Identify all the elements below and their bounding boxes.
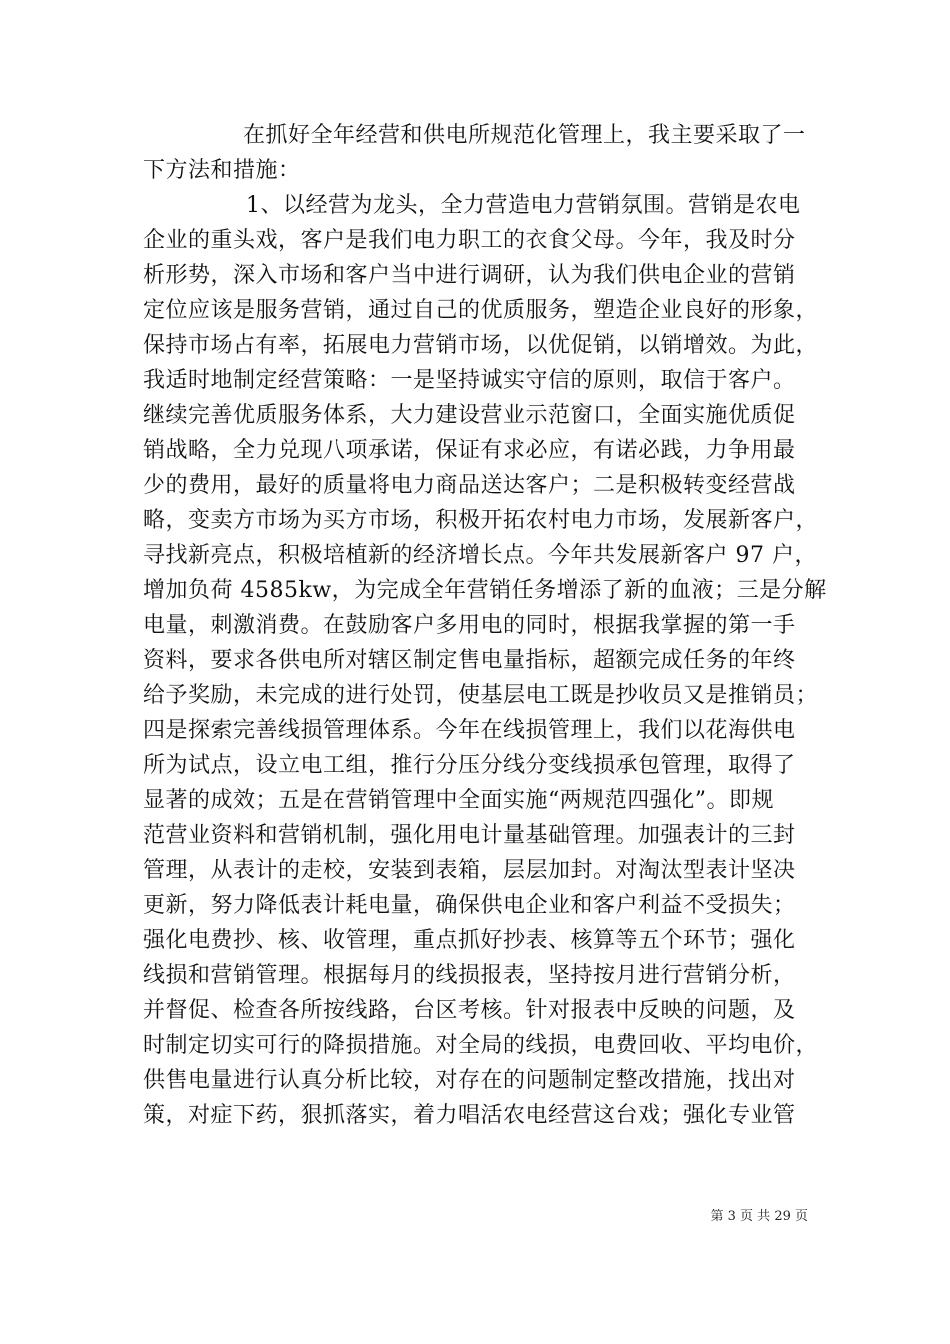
paragraph-line: 资料，要求各供电所对辖区制定售电量指标，超额完成任务的年终 — [143, 648, 796, 673]
paragraph-line: 并督促、检查各所按线路，台区考核。针对报表中反映的问题，及 — [143, 998, 796, 1023]
paragraph-line: 销战略，全力兑现八项承诺，保证有求必应，有诺必践，力争用最 — [143, 438, 796, 463]
document-body — [143, 118, 827, 1133]
paragraph-line: 给予奖励，未完成的进行处罚，使基层电工既是抄收员又是推销员； — [143, 683, 819, 708]
paragraph-line: 企业的重头戏，客户是我们电力职工的衣食父母。今年，我及时分 — [143, 228, 796, 253]
paragraph-line: 下方法和措施： — [143, 158, 301, 183]
paragraph-line: 四是探索完善线损管理体系。今年在线损管理上，我们以花海供电 — [143, 718, 796, 743]
paragraph-line: 析形势，深入市场和客户当中进行调研，认为我们供电企业的营销 — [143, 263, 796, 288]
paragraph-line: 寻找新亮点，积极培植新的经济增长点。今年共发展新客户 97 户， — [143, 543, 817, 568]
paragraph-line: 显著的成效；五是在营销管理中全面实施“两规范四强化”。即规 — [143, 788, 774, 813]
page-number: 第 3 页 共 29 页 — [710, 1209, 808, 1224]
paragraph-line: 时制定切实可行的降损措施。对全局的线损，电费回收、平均电价， — [143, 1033, 819, 1058]
paragraph-line: 在抓好全年经营和供电所规范化管理上，我主要采取了一 — [243, 123, 806, 148]
paragraph-line: 所为试点，设立电工组，推行分压分线分变线损承包管理，取得了 — [143, 753, 796, 778]
paragraph-line: 管理，从表计的走校，安装到表箱，层层加封。对淘汰型表计坚决 — [143, 858, 796, 883]
paragraph-line: 范营业资料和营销机制，强化用电计量基础管理。加强表计的三封 — [143, 823, 796, 848]
paragraph-line: 策，对症下药，狠抓落实，着力唱活农电经营这台戏；强化专业管 — [143, 1103, 796, 1128]
paragraph-line: 更新，努力降低表计耗电量，确保供电企业和客户利益不受损失； — [143, 893, 796, 918]
paragraph-line: 线损和营销管理。根据每月的线损报表，坚持按月进行营销分析， — [143, 963, 796, 988]
paragraph-line: 强化电费抄、核、收管理，重点抓好抄表、核算等五个环节；强化 — [143, 928, 796, 953]
paragraph-line: 供售电量进行认真分析比较，对存在的问题制定整改措施，找出对 — [143, 1068, 796, 1093]
paragraph-line: 电量，刺激消费。在鼓励客户多用电的同时，根据我掌握的第一手 — [143, 613, 796, 638]
paragraph-line: 略，变卖方市场为买方市场，积极开拓农村电力市场，发展新客户， — [143, 508, 819, 533]
paragraph-line: 定位应该是服务营销，通过自己的优质服务，塑造企业良好的形象， — [143, 298, 819, 323]
paragraph-line: 我适时地制定经营策略：一是坚持诚实守信的原则，取信于客户。 — [143, 368, 796, 393]
paragraph-line: 保持市场占有率，拓展电力营销市场，以优促销，以销增效。为此， — [143, 333, 819, 358]
paragraph-line: 增加负荷 4585kw，为完成全年营销任务增添了新的血液；三是分解 — [143, 578, 827, 603]
paragraph-line: 继续完善优质服务体系，大力建设营业示范窗口，全面实施优质促 — [143, 403, 796, 428]
paragraph-line: 1、以经营为龙头，全力营造电力营销氛围。营销是农电 — [246, 193, 801, 218]
paragraph-line: 少的费用，最好的质量将电力商品送达客户；二是积极转变经营战 — [143, 473, 796, 498]
